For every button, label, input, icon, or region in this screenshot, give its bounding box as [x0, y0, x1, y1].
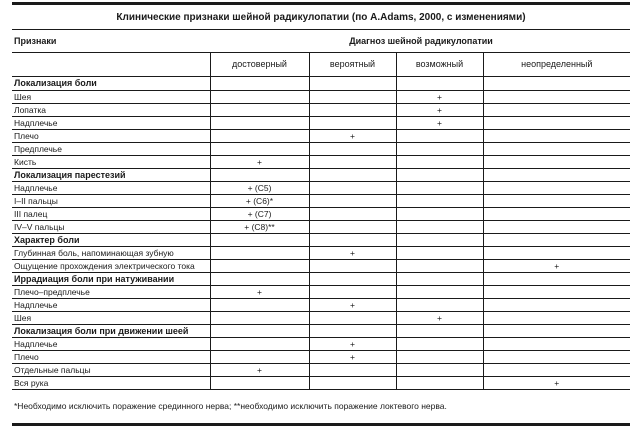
cell-possible — [396, 286, 483, 299]
column-header-definite: достоверный — [210, 53, 309, 77]
section-cell-blank — [396, 77, 483, 91]
table-row — [12, 338, 630, 351]
cell-definite — [210, 351, 309, 364]
cell-possible: + — [396, 312, 483, 325]
cell-undetermined — [483, 91, 630, 104]
row-label: Глубинная боль, напоминающая зубную — [12, 247, 210, 260]
cell-undetermined — [483, 143, 630, 156]
section-title: Локализация боли при движении шеей — [12, 325, 210, 338]
row-label: Надплечье — [12, 117, 210, 130]
header-row — [12, 30, 630, 53]
row-label: Плечо — [12, 130, 210, 143]
column-header-probable: вероятный — [309, 53, 396, 77]
cell-possible — [396, 221, 483, 234]
column-header-possible: возможный — [396, 53, 483, 77]
cell-undetermined — [483, 195, 630, 208]
row-label: Надплечье — [12, 338, 210, 351]
row-label: Кисть — [12, 156, 210, 169]
cell-possible — [396, 130, 483, 143]
cell-possible — [396, 195, 483, 208]
cell-undetermined — [483, 338, 630, 351]
section-title: Локализация парестезий — [12, 169, 210, 182]
cell-probable — [309, 182, 396, 195]
table-row — [12, 143, 630, 156]
section-cell-blank — [210, 77, 309, 91]
section-cell-blank — [396, 325, 483, 338]
section-cell-blank — [483, 273, 630, 286]
cell-undetermined — [483, 156, 630, 169]
row-label: Ощущение прохождения электрического тока — [12, 260, 210, 273]
table-row — [12, 247, 630, 260]
cell-definite: + (C5) — [210, 182, 309, 195]
cell-definite — [210, 143, 309, 156]
section-row — [12, 325, 630, 338]
row-label: Плечо — [12, 351, 210, 364]
table-body — [12, 30, 630, 390]
cell-possible — [396, 351, 483, 364]
row-label: III палец — [12, 208, 210, 221]
column-header-undetermined: неопределенный — [483, 53, 630, 77]
table-row — [12, 91, 630, 104]
cell-definite: + (C6)* — [210, 195, 309, 208]
cell-probable: + — [309, 130, 396, 143]
cell-definite — [210, 377, 309, 390]
section-cell-blank — [483, 234, 630, 247]
subheader-row — [12, 53, 630, 77]
row-label: I–II пальцы — [12, 195, 210, 208]
cell-probable: + — [309, 247, 396, 260]
cell-undetermined — [483, 247, 630, 260]
section-cell-blank — [210, 273, 309, 286]
diagnosis-header: Диагноз шейной радикулопатии — [210, 30, 630, 53]
cell-probable — [309, 208, 396, 221]
cell-probable — [309, 312, 396, 325]
section-cell-blank — [483, 169, 630, 182]
cell-possible — [396, 182, 483, 195]
cell-definite — [210, 338, 309, 351]
cell-possible — [396, 377, 483, 390]
table-title: Клинические признаки шейной радикулопатии (по A.Adams, 2000, с изменениями) — [116, 12, 526, 23]
bottom-rule — [12, 423, 630, 426]
cell-undetermined — [483, 312, 630, 325]
cell-probable — [309, 364, 396, 377]
cell-possible: + — [396, 91, 483, 104]
signs-header: Признаки — [12, 30, 210, 53]
cell-possible — [396, 247, 483, 260]
cell-definite — [210, 91, 309, 104]
table-row — [12, 351, 630, 364]
cell-definite — [210, 117, 309, 130]
row-label: Лопатка — [12, 104, 210, 117]
table-row — [12, 104, 630, 117]
table-row — [12, 117, 630, 130]
table-row — [12, 377, 630, 390]
top-rule — [12, 2, 630, 5]
cell-definite — [210, 312, 309, 325]
cell-definite: + (C8)** — [210, 221, 309, 234]
signs-table — [12, 29, 630, 390]
table-row — [12, 260, 630, 273]
table-row — [12, 195, 630, 208]
cell-definite: + — [210, 156, 309, 169]
cell-definite: + — [210, 364, 309, 377]
cell-probable — [309, 156, 396, 169]
section-cell-blank — [210, 325, 309, 338]
row-label: IV–V пальцы — [12, 221, 210, 234]
section-cell-blank — [309, 234, 396, 247]
table-row — [12, 221, 630, 234]
cell-undetermined — [483, 299, 630, 312]
section-cell-blank — [309, 77, 396, 91]
section-cell-blank — [210, 169, 309, 182]
section-cell-blank — [210, 234, 309, 247]
row-label: Надплечье — [12, 182, 210, 195]
cell-undetermined — [483, 364, 630, 377]
subheader-blank — [12, 53, 210, 77]
section-title: Локализация боли — [12, 77, 210, 91]
section-cell-blank — [483, 77, 630, 91]
row-label: Отдельные пальцы — [12, 364, 210, 377]
cell-possible — [396, 364, 483, 377]
cell-probable — [309, 260, 396, 273]
cell-definite: + — [210, 286, 309, 299]
table-row — [12, 208, 630, 221]
table-row — [12, 130, 630, 143]
section-cell-blank — [309, 325, 396, 338]
table-row — [12, 299, 630, 312]
cell-undetermined — [483, 286, 630, 299]
row-label: Шея — [12, 312, 210, 325]
cell-undetermined: + — [483, 377, 630, 390]
section-cell-blank — [483, 325, 630, 338]
section-row — [12, 77, 630, 91]
cell-probable — [309, 221, 396, 234]
cell-possible — [396, 156, 483, 169]
cell-possible — [396, 143, 483, 156]
cell-possible — [396, 299, 483, 312]
section-cell-blank — [396, 169, 483, 182]
table-row — [12, 286, 630, 299]
cell-undetermined — [483, 104, 630, 117]
cell-probable — [309, 377, 396, 390]
cell-undetermined: + — [483, 260, 630, 273]
table-row — [12, 182, 630, 195]
cell-definite — [210, 247, 309, 260]
cell-possible — [396, 208, 483, 221]
cell-probable — [309, 286, 396, 299]
cell-probable — [309, 104, 396, 117]
cell-undetermined — [483, 221, 630, 234]
cell-probable: + — [309, 338, 396, 351]
footnote: *Необходимо исключить поражение срединного нерва; **необходимо исключить поражение локтевого нерва. — [14, 401, 447, 411]
cell-undetermined — [483, 117, 630, 130]
section-cell-blank — [309, 169, 396, 182]
section-title: Иррадиация боли при натуживании — [12, 273, 210, 286]
cell-probable — [309, 195, 396, 208]
row-label: Надплечье — [12, 299, 210, 312]
cell-definite: + (C7) — [210, 208, 309, 221]
section-cell-blank — [309, 273, 396, 286]
section-row — [12, 169, 630, 182]
cell-possible: + — [396, 117, 483, 130]
cell-probable — [309, 117, 396, 130]
row-label: Предплечье — [12, 143, 210, 156]
cell-possible — [396, 260, 483, 273]
cell-probable — [309, 143, 396, 156]
table-row — [12, 364, 630, 377]
cell-undetermined — [483, 351, 630, 364]
cell-definite — [210, 299, 309, 312]
row-label: Шея — [12, 91, 210, 104]
cell-probable: + — [309, 351, 396, 364]
table-row — [12, 312, 630, 325]
section-cell-blank — [396, 234, 483, 247]
row-label: Вся рука — [12, 377, 210, 390]
cell-possible — [396, 338, 483, 351]
cell-possible: + — [396, 104, 483, 117]
section-cell-blank — [396, 273, 483, 286]
cell-definite — [210, 104, 309, 117]
row-label: Плечо–предплечье — [12, 286, 210, 299]
cell-probable: + — [309, 299, 396, 312]
cell-definite — [210, 260, 309, 273]
cell-undetermined — [483, 208, 630, 221]
table-row — [12, 156, 630, 169]
cell-undetermined — [483, 182, 630, 195]
cell-definite — [210, 130, 309, 143]
section-row — [12, 273, 630, 286]
section-title: Характер боли — [12, 234, 210, 247]
section-row — [12, 234, 630, 247]
cell-undetermined — [483, 130, 630, 143]
cell-probable — [309, 91, 396, 104]
